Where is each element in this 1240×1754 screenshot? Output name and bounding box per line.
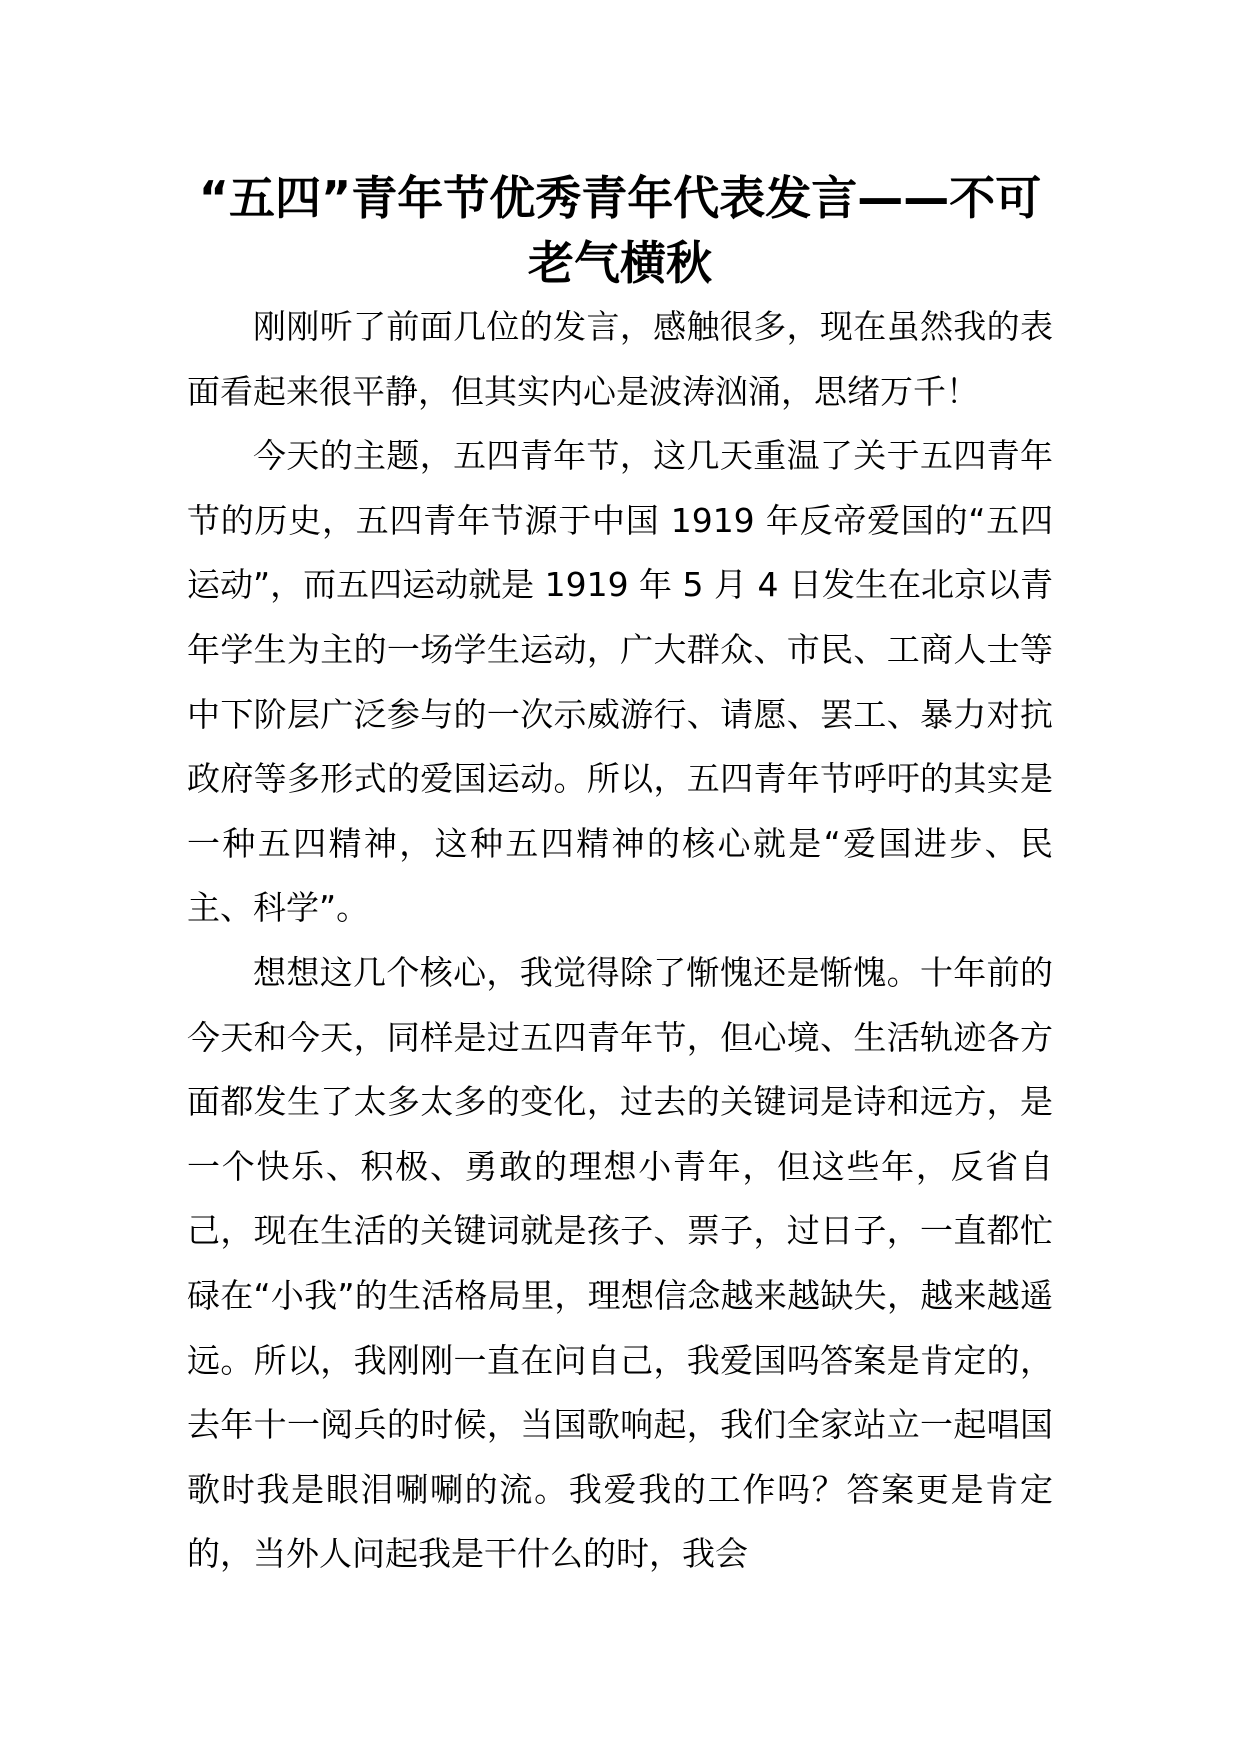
paragraph-2: 今天的主题，五四青年节，这几天重温了关于五四青年节的历史，五四青年节源于中国 1919 年反帝爱国的“五四运动”，而五四运动就是 1919 年 5 月 4 日发生在北京以青年学生为主的一场学生运动，广大群众、市民、工商人士等中下阶层广泛参与的一次示威游行、请愿、罢工、暴力对抗政府等多形式的爱国运动。所以，五四青年节呼吁的其实是一种五四精神，这种五四精神的核心就是“爱国进步、民主、科学”。 [187, 436, 1054, 928]
paragraph-1: 刚刚听了前面几位的发言，感触很多，现在虽然我的表面看起来很平静，但其实内心是波涛汹涌，思绪万千！ [187, 307, 1053, 411]
paragraph-3: 想想这几个核心，我觉得除了惭愧还是惭愧。十年前的今天和今天，同样是过五四青年节，但心境、生活轨迹各方面都发生了太多太多的变化，过去的关键词是诗和远方，是一个快乐、积极、勇敢的理想小青年，但这些年，反省自己，现在生活的关键词就是孩子、票子，过日子，一直都忙碌在“小我”的生活格局里，理想信念越来越缺失，越来越遥远。所以，我刚刚一直在问自己，我爱国吗答案是肯定的，去年十一阅兵的时候，当国歌响起，我们全家站立一起唱国歌时我是眼泪唰唰的流。我爱我的工作吗？答案更是肯定的，当外人问起我是干什么的时，我会 [187, 952, 1053, 1574]
document-body [187, 295, 1053, 1587]
document-title: “五四”青年节优秀青年代表发言——不可老气横秋 [198, 171, 1042, 290]
